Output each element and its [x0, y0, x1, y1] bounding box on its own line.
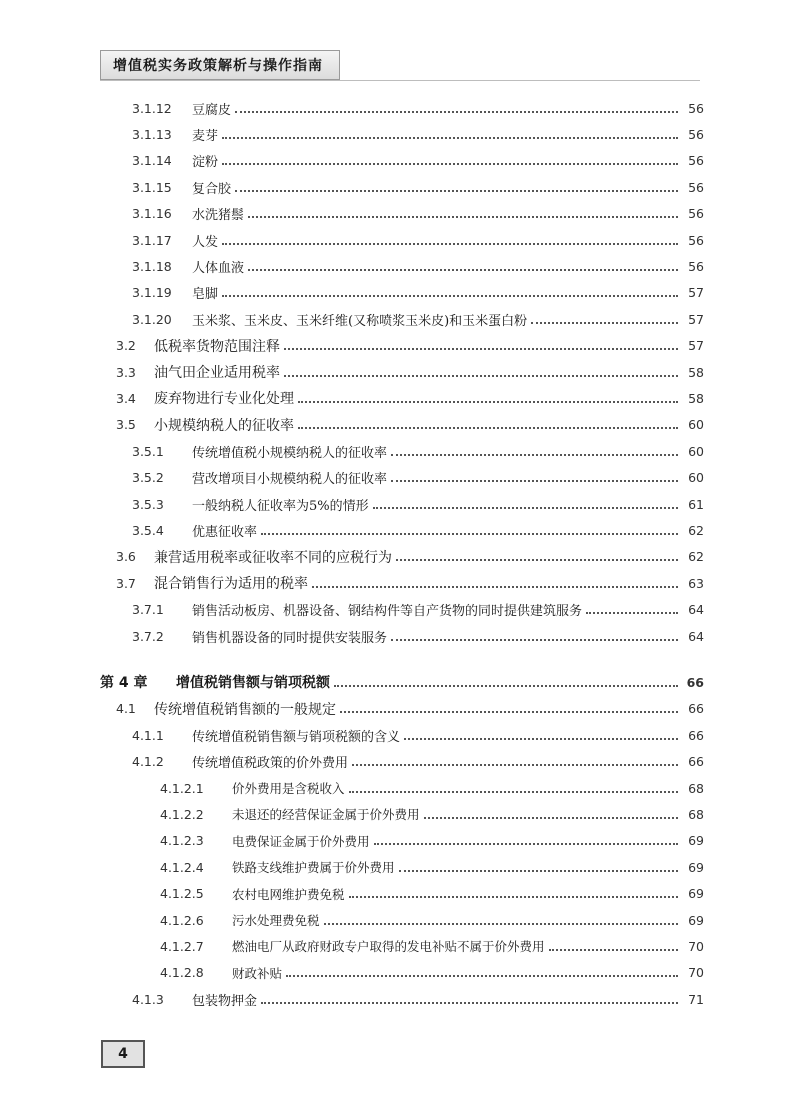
toc-entry-page: 56 [688, 126, 704, 142]
toc-entry [132, 227, 704, 253]
toc-entry-page: 57 [688, 338, 704, 354]
toc-leader-dots [261, 1001, 678, 1004]
toc-leader-dots [391, 638, 678, 641]
toc-entry [160, 881, 704, 907]
toc-entry-page: 69 [688, 886, 704, 902]
toc-entry-number: 3.2 [116, 338, 136, 354]
toc-entry [132, 280, 704, 306]
toc-entry-title: 燃油电厂从政府财政专户取得的发电补贴不属于价外费用 [232, 939, 545, 955]
toc-entry-page: 70 [688, 938, 704, 954]
toc-leader-dots [334, 684, 678, 687]
toc-entry-page: 64 [688, 602, 704, 618]
toc-leader-dots [222, 242, 678, 245]
toc-chapter-entry [100, 669, 704, 695]
page-number: 4 [118, 1046, 128, 1062]
toc-leader-dots [340, 710, 678, 713]
toc-entry-title: 污水处理费免税 [232, 913, 320, 928]
toc-entry-number: 4.1 [116, 701, 136, 717]
toc-entry-title: 人体血液 [192, 260, 245, 276]
toc-entry-number: 4.1.3 [132, 991, 164, 1007]
toc-entry-number: 3.5 [116, 417, 136, 433]
toc-entry [160, 854, 704, 880]
toc-entry-number: 3.1.13 [132, 126, 172, 142]
toc-entry-title: 麦芽 [192, 128, 219, 144]
toc-entry [132, 465, 704, 491]
toc-entry-number: 4.1.2.4 [160, 859, 204, 875]
toc-entry [132, 491, 704, 517]
toc-entry-title: 一般纳税人征收率为5%的情形 [192, 498, 369, 514]
toc-entry-page: 56 [688, 179, 704, 195]
page-number-box [101, 1040, 145, 1068]
toc-entry-page: 57 [688, 285, 704, 301]
toc-entry-title: 小规模纳税人的征收率 [154, 417, 294, 434]
toc-entry-title: 油气田企业适用税率 [154, 365, 280, 381]
toc-entry-page: 63 [688, 575, 704, 591]
toc-entry-title: 皂脚 [192, 287, 219, 303]
toc-entry-number: 3.1.12 [132, 100, 172, 116]
toc-entry-number: 4.1.2.1 [160, 780, 204, 796]
toc-entry-title: 销售机器设备的同时提供安装服务 [192, 630, 388, 646]
toc-entry-number: 4.1.2.5 [160, 886, 204, 902]
toc-entry [116, 696, 704, 722]
toc-leader-dots [349, 790, 678, 793]
toc-entry-number: 4.1.1 [132, 727, 164, 743]
book-title: 增值税实务政策解析与操作指南 [113, 58, 323, 74]
toc-entry-number: 3.3 [116, 364, 136, 380]
toc-leader-dots [284, 374, 678, 377]
toc-entry-title: 豆腐皮 [192, 102, 232, 118]
toc-leader-dots [531, 321, 678, 324]
toc-leader-dots [349, 895, 678, 898]
toc-leader-dots [549, 948, 678, 951]
toc-entry-page: 57 [688, 311, 704, 327]
toc-entry [116, 412, 704, 438]
toc-entry-title: 传统增值税销售额与销项税额的含义 [192, 729, 401, 745]
toc-leader-dots [235, 110, 678, 113]
toc-entry [132, 623, 704, 649]
toc-leader-dots [222, 294, 678, 297]
toc-entry [132, 986, 704, 1012]
toc-entry-number: 4.1.2 [132, 754, 164, 770]
toc-entry-title: 复合胶 [192, 181, 232, 197]
running-header [100, 50, 340, 80]
toc-entry-title: 财政补贴 [232, 965, 283, 981]
toc-entry-title: 价外费用是含税收入 [232, 781, 345, 796]
toc-leader-dots [286, 974, 678, 977]
toc-entry-page: 62 [688, 549, 704, 565]
toc-entry-number: 3.1.20 [132, 311, 172, 327]
toc-entry [132, 749, 704, 775]
toc-entry [132, 438, 704, 464]
toc-entry-number: 4.1.2.2 [160, 806, 204, 822]
toc-entry [132, 597, 704, 623]
toc-leader-dots [404, 737, 678, 740]
toc-leader-dots [248, 215, 678, 218]
toc-entry-title: 包装物押金 [192, 993, 258, 1009]
toc-entry-page: 68 [688, 806, 704, 822]
toc-entry [132, 517, 704, 543]
toc-entry [132, 306, 704, 332]
toc-entry-title: 销售活动板房、机器设备、钢结构件等自产货物的同时提供建筑服务 [192, 604, 583, 620]
toc-leader-dots [235, 189, 678, 192]
toc-entry [132, 722, 704, 748]
toc-entry [132, 253, 704, 279]
toc-entry-page: 56 [688, 206, 704, 222]
toc-entry-page: 71 [688, 991, 704, 1007]
toc-entry-page: 60 [688, 443, 704, 459]
toc-entry-number: 第 4 章 [100, 675, 148, 692]
toc-entry-page: 69 [688, 859, 704, 875]
toc-entry-page: 66 [688, 754, 704, 770]
toc-entry-page: 66 [688, 727, 704, 743]
toc-leader-dots [424, 816, 678, 819]
toc-entry-page: 56 [688, 100, 704, 116]
toc-entry-number: 3.5.2 [132, 470, 164, 486]
toc-entry-page: 58 [688, 390, 704, 406]
toc-entry [116, 333, 704, 359]
toc-entry-title: 营改增项目小规模纳税人的征收率 [192, 472, 388, 488]
toc-entry-title: 电费保证金属于价外费用 [232, 833, 370, 849]
toc-entry-number: 4.1.2.6 [160, 912, 204, 928]
toc-leader-dots [298, 400, 678, 403]
toc-entry [132, 121, 704, 147]
toc-entry [160, 828, 704, 854]
toc-entry-page: 60 [688, 470, 704, 486]
toc-entry-number: 3.5.3 [132, 496, 164, 512]
toc-entry [132, 201, 704, 227]
toc-entry [132, 174, 704, 200]
toc-entry-number: 3.1.19 [132, 285, 172, 301]
toc-entry-page: 61 [688, 496, 704, 512]
toc-entry [132, 148, 704, 174]
toc-entry-title: 农村电网维护费免税 [232, 886, 345, 902]
toc-entry-title: 废弃物进行专业化处理 [154, 391, 294, 408]
toc-entry-page: 56 [688, 258, 704, 274]
toc-leader-dots [391, 479, 678, 482]
toc-entry-number: 4.1.2.7 [160, 938, 204, 954]
toc-entry-page: 60 [688, 417, 704, 433]
toc-leader-dots [248, 268, 678, 271]
toc-entry-number: 3.1.15 [132, 179, 172, 195]
toc-entry-number: 3.4 [116, 390, 136, 406]
toc-entry-number: 3.5.1 [132, 443, 164, 459]
toc-leader-dots [373, 506, 678, 509]
toc-entry-page: 56 [688, 153, 704, 169]
toc-entry-number: 3.5.4 [132, 522, 164, 538]
toc-entry-number: 3.6 [116, 549, 136, 565]
toc-entry-number: 3.1.16 [132, 206, 172, 222]
toc-entry-title: 铁路支线维护费属于价外费用 [232, 860, 395, 876]
toc-entry-page: 68 [688, 780, 704, 796]
toc-leader-dots [399, 869, 678, 872]
toc-entry-title: 增值税销售额与销项税额 [176, 675, 330, 692]
toc-entry-page: 58 [688, 364, 704, 380]
toc-leader-dots [284, 347, 678, 350]
toc-entry [116, 385, 704, 411]
toc-entry-number: 3.7 [116, 575, 136, 591]
toc-entry-title: 水洗猪鬃 [192, 208, 245, 224]
toc-entry-number: 3.1.14 [132, 153, 172, 169]
toc-leader-dots [222, 162, 678, 165]
toc-leader-dots [222, 136, 678, 139]
toc-entry-page: 64 [688, 628, 704, 644]
toc-entry-title: 优惠征收率 [192, 524, 258, 540]
toc-entry-number: 3.7.1 [132, 602, 164, 618]
toc-entry-page: 69 [688, 833, 704, 849]
toc-entry-page: 69 [688, 912, 704, 928]
toc-entry [160, 775, 704, 801]
toc-entry-page: 66 [688, 701, 704, 717]
toc-entry-number: 3.7.2 [132, 628, 164, 644]
toc-entry [116, 359, 704, 385]
toc-entry-title: 传统增值税小规模纳税人的征收率 [192, 445, 388, 461]
toc-entry [160, 907, 704, 933]
toc-leader-dots [396, 558, 678, 561]
toc-entry-page: 62 [688, 522, 704, 538]
toc-entry-page: 70 [688, 965, 704, 981]
toc-entry-title: 未退还的经营保证金属于价外费用 [232, 807, 420, 823]
toc-entry-title: 传统增值税政策的价外费用 [192, 756, 349, 772]
toc-entry-number: 4.1.2.3 [160, 833, 204, 849]
toc-entry-title: 淀粉 [192, 155, 219, 171]
toc-entry-title: 兼营适用税率或征收率不同的应税行为 [154, 549, 392, 566]
toc-leader-dots [374, 842, 678, 845]
toc-entry-title: 人发 [192, 234, 219, 250]
toc-leader-dots [298, 426, 678, 429]
toc-leader-dots [352, 763, 678, 766]
header-divider [100, 80, 700, 81]
toc-leader-dots [261, 532, 678, 535]
toc-entry-title: 低税率货物范围注释 [154, 338, 280, 355]
toc-leader-dots [391, 453, 678, 456]
toc-entry [160, 801, 704, 827]
toc-entry-title: 混合销售行为适用的税率 [154, 576, 308, 593]
toc-entry-title: 玉米浆、玉米皮、玉米纤维(又称喷浆玉米皮)和玉米蛋白粉 [192, 313, 528, 329]
toc-leader-dots [324, 922, 678, 925]
toc-entry-page: 56 [688, 232, 704, 248]
toc-leader-dots [312, 585, 678, 588]
toc-entry-number: 3.1.17 [132, 232, 172, 248]
toc-entry-number: 3.1.18 [132, 258, 172, 274]
toc-entry [116, 544, 704, 570]
toc-entry [132, 95, 704, 121]
toc-entry [160, 960, 704, 986]
toc-entry [160, 933, 704, 959]
toc-entry-number: 4.1.2.8 [160, 965, 204, 981]
toc-entry-title: 传统增值税销售额的一般规定 [154, 701, 336, 718]
toc-leader-dots [586, 611, 678, 614]
toc-entry-page: 66 [686, 674, 704, 690]
toc-entry [116, 570, 704, 596]
